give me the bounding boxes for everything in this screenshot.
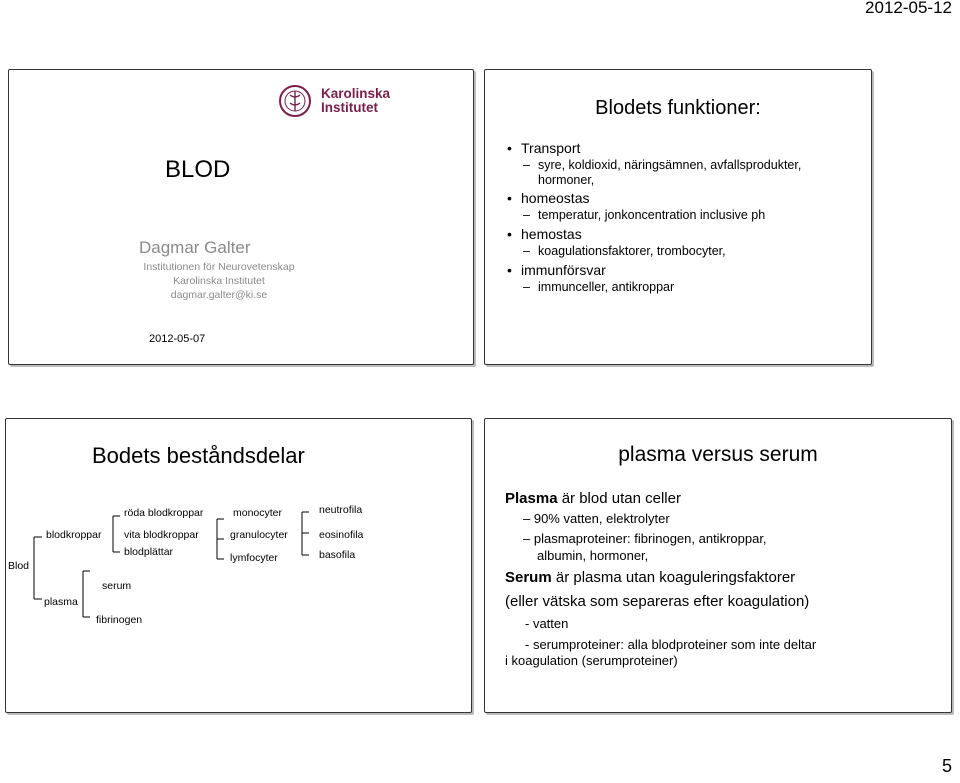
sub-item: – temperatur, jonkoncentration inclusive ph xyxy=(523,208,766,222)
bullet-item: • homeostas xyxy=(507,190,590,206)
slide-components xyxy=(5,418,472,713)
sub-item: – koagulationsfaktorer, trombocyter, xyxy=(523,244,726,258)
slide-functions xyxy=(484,69,872,365)
node-basofila: basofila xyxy=(319,549,356,561)
author-name: Dagmar Galter xyxy=(139,238,251,257)
bullet-item: • Transport xyxy=(507,140,581,156)
sub-item: – immunceller, antikroppar xyxy=(523,280,675,294)
node-blodplattar: blodplättar xyxy=(124,546,174,558)
logo-text: Karolinska Institutet xyxy=(321,86,391,115)
plasma-sub-2: – plasmaproteiner: fibrinogen, antikroppar, xyxy=(523,531,767,546)
node-granulocyter: granulocyter xyxy=(230,529,288,541)
slide-title xyxy=(8,69,474,365)
page-date: 2012-05-12 xyxy=(865,0,952,17)
plasma-definition: Plasma är blod utan celler xyxy=(505,490,681,507)
node-plasma: plasma xyxy=(44,596,78,608)
university-line: Karolinska Institutet xyxy=(173,275,265,287)
serum-line-2: (eller vätska som separeras efter koagulation) xyxy=(505,593,810,610)
slide-heading: Bodets beståndsdelar xyxy=(92,443,305,468)
plasma-sub-1: – 90% vatten, elektrolyter xyxy=(523,511,670,526)
bullet-item: • immunförsvar xyxy=(507,262,606,278)
node-serum: serum xyxy=(102,580,132,592)
node-lymfocyter: lymfocyter xyxy=(230,552,278,564)
slide-title-text: BLOD xyxy=(165,156,231,183)
sub-item-cont: hormoner, xyxy=(538,173,595,187)
slide-heading: Blodets funktioner: xyxy=(595,97,761,119)
sub-item: – syre, koldioxid, näringsämnen, avfallsprodukter, xyxy=(523,158,802,172)
slide-date: 2012-05-07 xyxy=(149,333,206,345)
email-line: dagmar.galter@ki.se xyxy=(170,289,268,301)
node-eosinofila: eosinofila xyxy=(319,529,364,541)
blood-tree-diagram xyxy=(6,419,471,712)
serum-definition: Serum är plasma utan koaguleringsfaktorer xyxy=(505,569,796,586)
serum-sub-2: - serumproteiner: alla blodproteiner som inte deltar xyxy=(525,637,817,652)
serum-sub-1: - vatten xyxy=(525,616,569,631)
node-vita-blodkroppar: vita blodkroppar xyxy=(124,529,199,541)
node-neutrofila: neutrofila xyxy=(319,504,363,516)
serum-sub-3: i koagulation (serumproteiner) xyxy=(505,653,678,668)
institution-line: Institutionen för Neurovetenskap xyxy=(143,261,295,273)
node-monocyter: monocyter xyxy=(233,507,283,519)
bullet-item: • hemostas xyxy=(507,226,582,242)
node-blod: Blod xyxy=(8,560,30,572)
slide-plasma-serum xyxy=(484,418,952,713)
node-roda-blodkroppar: röda blodkroppar xyxy=(124,507,204,519)
plasma-sub-2-cont: albumin, hormoner, xyxy=(537,548,649,563)
slide-heading: plasma versus serum xyxy=(618,443,818,466)
node-blodkroppar: blodkroppar xyxy=(46,529,102,541)
node-fibrinogen: fibrinogen xyxy=(96,614,143,626)
page-number: 5 xyxy=(941,756,952,776)
